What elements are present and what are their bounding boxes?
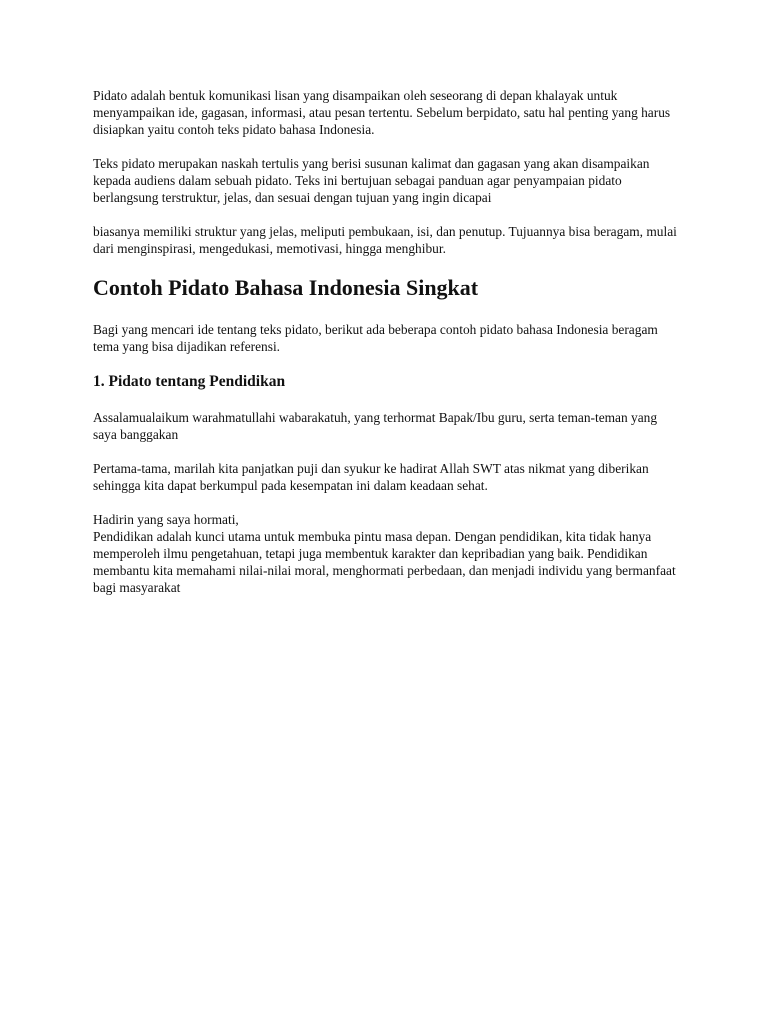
speech-address-line: Hadirin yang saya hormati, bbox=[93, 512, 239, 527]
intro-paragraph-1: Pidato adalah bentuk komunikasi lisan yang disampaikan oleh seseorang di depan khalayak untuk menyampaikan ide, gagasan, informasi, atau pesan tertentu. Sebelum berpidato, satu hal penting yang harus disiapkan yaitu contoh teks pidato bahasa Indonesia. bbox=[93, 88, 671, 137]
subsection-heading: 1. Pidato tentang Pendidikan bbox=[93, 373, 286, 390]
intro-paragraph-3: biasanya memiliki struktur yang jelas, meliputi pembukaan, isi, dan penutup. Tujuannya bisa beragam, mulai dari menginspirasi, mengedukasi, memotivasi, hingga menghibur. bbox=[93, 224, 677, 256]
section-heading: Contoh Pidato Bahasa Indonesia Singkat bbox=[93, 275, 479, 300]
speech-opening-paragraph: Pertama-tama, marilah kita panjatkan puji dan syukur ke hadirat Allah SWT atas nikmat yang diberikan sehingga kita dapat berkumpul pada kesempatan ini dalam keadaan sehat. bbox=[93, 461, 649, 493]
speech-greeting-paragraph: Assalamualaikum warahmatullahi wabarakatuh, yang terhormat Bapak/Ibu guru, serta teman-teman yang saya banggakan bbox=[93, 410, 658, 442]
document-page bbox=[93, 87, 683, 596]
section-intro-paragraph: Bagi yang mencari ide tentang teks pidato, berikut ada beberapa contoh pidato bahasa Indonesia beragam tema yang bisa dijadikan referensi. bbox=[93, 322, 658, 354]
speech-body-paragraph: Pendidikan adalah kunci utama untuk membuka pintu masa depan. Dengan pendidikan, kita tidak hanya memperoleh ilmu pengetahuan, tetapi juga membentuk karakter dan kepribadian yang baik. Pendidikan membantu kita memahami nilai-nilai moral, menghormati perbedaan, dan menjadi individu yang bermanfaat bagi masyarakat bbox=[93, 529, 676, 595]
intro-paragraph-2: Teks pidato merupakan naskah tertulis yang berisi susunan kalimat dan gagasan yang akan disampaikan kepada audiens dalam sebuah pidato. Teks ini bertujuan sebagai panduan agar penyampaian pidato berlangsung terstruktur, jelas, dan sesuai dengan tujuan yang ingin dicapai bbox=[93, 156, 650, 205]
